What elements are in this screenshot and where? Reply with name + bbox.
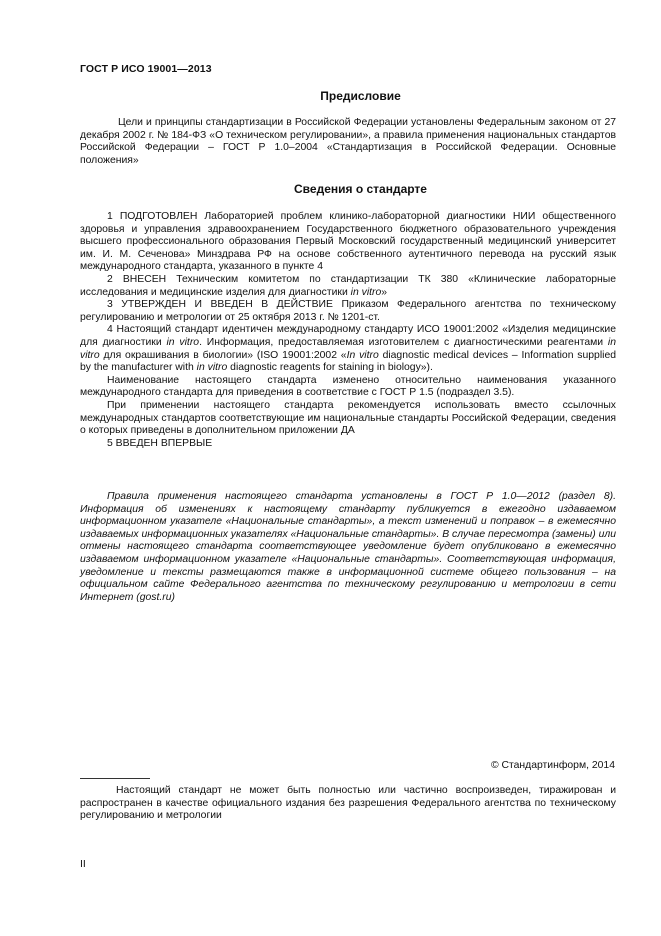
info-item-4: 4 Настоящий стандарт идентичен международному стандарту ИСО 19001:2002 «Изделия медицинские для диагностики in vitro. Информация, предоставляемая изготовителем с диагностическими реагентами in vitro для окрашивания в биологии» (ISO 19001:2002 «In vitro diagnostic medical devices – Information supplied by the manufacturer with in vitro diagnostic reagents for staining in biology»). — [80, 324, 617, 374]
document-code-header: ГОСТ Р ИСО 19001—2013 — [80, 63, 212, 75]
copyright-line: © Стандартинформ, 2014 — [490, 760, 615, 771]
reproduction-notice — [80, 785, 616, 823]
info-item-3: 3 УТВЕРЖДЕН И ВВЕДЕН В ДЕЙСТВИЕ Приказом Федерального агентства по техническому регулированию и метрологии от 25 октября 2013 г. № 1201-ст. — [80, 299, 616, 323]
preface-title: Предисловие — [320, 89, 401, 103]
info-item-1: 1 ПОДГОТОВЛЕН Лабораторией проблем клинико-лабораторной диагностики НИИ общественного здоровья и управления здравоохранением Государственного бюджетного образовательного учреждения высшего профессионального образования Первый Московский государственный медицинский университет им. И. М. Сеченова» Минздрава РФ на основе собственного аутентичного перевода на русский язык международного стандарта, указанного в пункте 4 — [80, 211, 616, 273]
info-item-5: 5 ВВЕДЕН ВПЕРВЫЕ — [107, 437, 213, 449]
preface-section — [80, 117, 616, 167]
footer-divider — [80, 778, 150, 779]
info-item-4-references: При применении настоящего стандарта рекомендуется использовать вместо ссылочных международных стандартов соответствующие им национальные стандарты Российской Федерации, сведения о которых приведены в дополнительном приложении ДА — [80, 399, 616, 437]
footer-paragraph: Настоящий стандарт не может быть полностью или частично воспроизведен, тиражирован и распространен в качестве официального издания без разрешения Федерального агентства по техническому регулированию и метрологии — [80, 785, 616, 822]
application-rules-notice — [80, 491, 616, 604]
standard-info-section — [80, 211, 616, 450]
standard-info-title: Сведения о стандарте — [294, 182, 427, 196]
notice-paragraph: Правила применения настоящего стандарта установлены в ГОСТ Р 1.0—2012 (раздел 8). Информация об изменениях к настоящему стандарту публикуется в ежегодно издаваемом информационном указателе «Национальные стандарты», а текст изменений и поправок – в ежемесячно издаваемых информационных указателях «Национальные стандарты». В случае пересмотра (замены) или отмены настоящего стандарта соответствующее уведомление будет опубликовано в ежемесячно издаваемом информационном указателе «Национальные стандарты». Соответствующая информация, уведомление и тексты размещаются также в информационной системе общего пользования – на официальном сайте Федерального агентства по техническому регулированию и метрологии в сети Интернет (gost.ru) — [80, 491, 616, 603]
page-number: II — [80, 858, 86, 870]
info-item-4-name-change: Наименование настоящего стандарта изменено относительно наименования указанного международного стандарта для приведения в соответствие с ГОСТ Р 1.5 (подраздел 3.5). — [80, 374, 616, 399]
preface-paragraph: Цели и принципы стандартизации в Российской Федерации установлены Федеральным законом от 27 декабря 2002 г. № 184-ФЗ «О техническом регулировании», а правила применения национальных стандартов Российской Федерации – ГОСТ Р 1.0–2004 «Стандартизация в Российской Федерации. Основные положения» — [80, 117, 616, 166]
info-item-2: 2 ВНЕСЕН Техническим комитетом по стандартизации ТК 380 «Клинические лабораторные исследования и медицинские изделия для диагностики in vitro» — [80, 273, 616, 298]
